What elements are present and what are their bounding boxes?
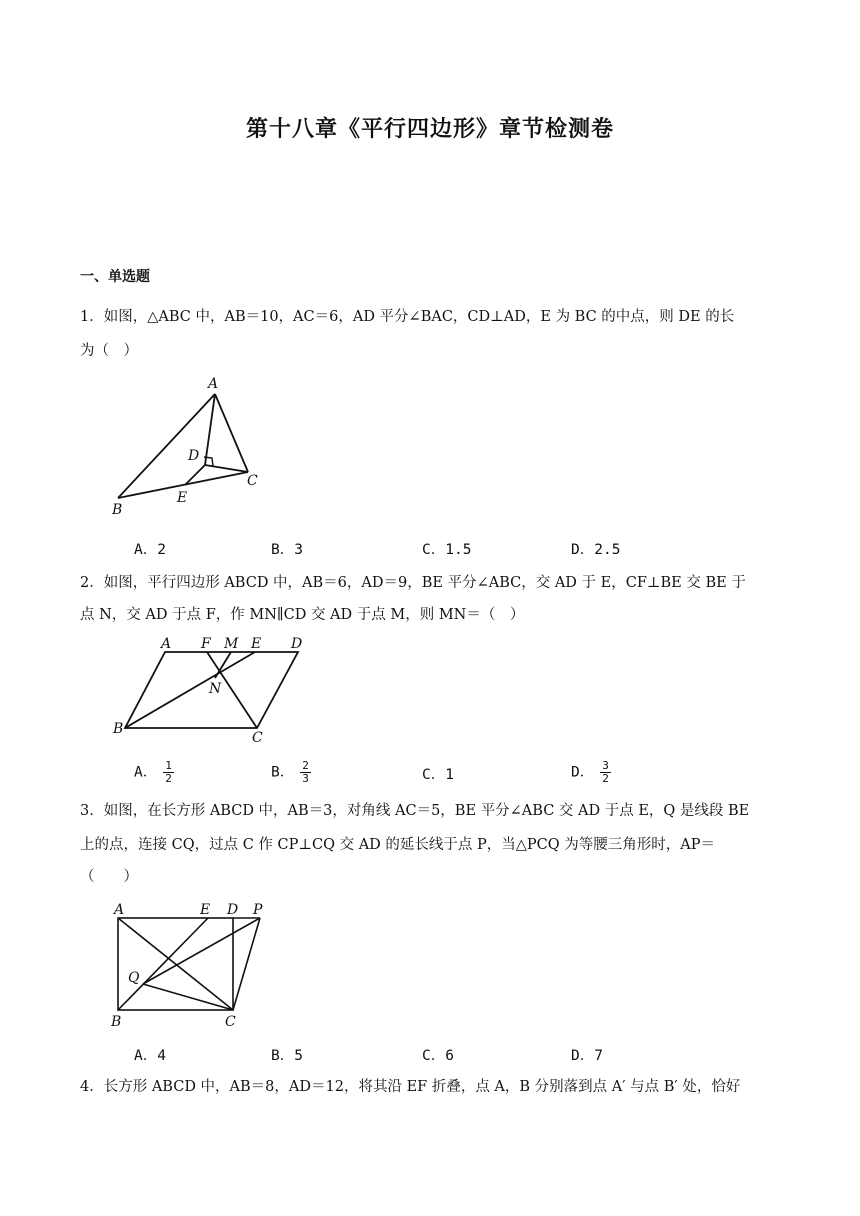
q3-option-d[interactable]: D．7 [571,1048,603,1064]
q1-option-d[interactable]: D．2.5 [571,542,621,558]
fig2-label-E: E [251,636,262,652]
fig3-label-Q: Q [128,970,140,986]
fig1-label-D: D [188,448,200,464]
q3-option-b[interactable]: B．5 [271,1048,303,1064]
fig2-label-D: D [291,636,303,652]
question-1-text-line-1: 1．如图，△ABC 中，AB＝10，AC＝6，AD 平分∠BAC，CD⊥AD，E 为 BC 的中点，则 DE 的长 [80,309,735,325]
fig3-segment-BE [118,918,208,1010]
q2-option-b[interactable] [271,760,311,785]
question-1-text-line-2: 为（ ） [80,343,138,359]
q2-option-b-fraction: $\frac{2}{3}$ [302,759,309,785]
fig2-label-B: B [113,721,124,737]
fig1-label-A: A [208,376,219,392]
fig2-label-N: N [209,681,222,697]
fig3-segment-QP [143,918,260,984]
question-2-figure [105,632,325,747]
q1-option-a[interactable]: A．2 [134,542,166,558]
q2-option-d-fraction: $\frac{3}{2}$ [602,759,609,785]
q2-option-b-letter: B． [271,764,295,781]
fig3-label-D: D [227,902,239,918]
q2-option-d-letter: D． [571,764,595,781]
fig2-label-A: A [161,636,172,652]
fig3-label-B: B [111,1014,122,1030]
fig2-label-M: M [224,636,239,652]
q2-option-c[interactable]: C．1 [422,767,454,783]
fig2-label-F: F [201,636,211,652]
section-heading: 一、单选题 [80,269,150,285]
fig2-label-C: C [252,730,263,746]
fig1-label-E: E [177,490,188,506]
q2-option-d[interactable] [571,760,611,785]
q3-option-c[interactable]: C．6 [422,1048,454,1064]
q2-option-a[interactable] [134,760,174,785]
question-2-text-line-2: 点 N，交 AD 于点 F，作 MN∥CD 交 AD 于点 M，则 MN＝（ ） [80,607,525,623]
question-3-text-line-3: （ ） [80,869,138,885]
question-3-figure [105,898,275,1033]
question-3-text-line-2: 上的点，连接 CQ，过点 C 作 CP⊥CQ 交 AD 的延长线于点 P，当△PCQ 为等腰三角形时，AP＝ [80,837,715,853]
fig3-label-P: P [253,902,263,918]
question-2-text-line-1: 2．如图，平行四边形 ABCD 中，AB＝6，AD＝9，BE 平分∠ABC，交 AD 于 E，CF⊥BE 交 BE 于 [80,575,746,591]
question-4-text-line-1: 4．长方形 ABCD 中，AB＝8，AD＝12，将其沿 EF 折叠，点 A，B 分别落到点 A′ 与点 B′ 处，恰好 [80,1079,741,1095]
fig1-segment-CD [205,465,248,472]
q1-option-b[interactable]: B．3 [271,542,303,558]
fig3-label-C: C [225,1014,236,1030]
fig3-label-E: E [200,902,211,918]
q2-option-a-fraction: $\frac{1}{2}$ [165,759,172,785]
fig3-diagonal-AC [118,918,233,1010]
fig1-label-C: C [247,473,258,489]
q3-option-a[interactable]: A．4 [134,1048,166,1064]
question-1-figure [100,372,280,522]
fig3-segment-CQ [143,984,233,1010]
question-3-text-line-1: 3．如图，在长方形 ABCD 中，AB＝3，对角线 AC＝5，BE 平分∠ABC 交 AD 于点 E，Q 是线段 BE [80,803,750,819]
fig1-label-B: B [112,502,123,518]
q1-option-c[interactable]: C．1.5 [422,542,472,558]
q2-option-a-letter: A． [134,764,158,781]
fig1-side-AC [215,394,248,472]
fig2-segment-MN [215,652,231,678]
fig1-segment-AD [205,394,215,465]
page-title: 第十八章《平行四边形》章节检测卷 [245,117,614,142]
fig3-label-A: A [114,902,125,918]
